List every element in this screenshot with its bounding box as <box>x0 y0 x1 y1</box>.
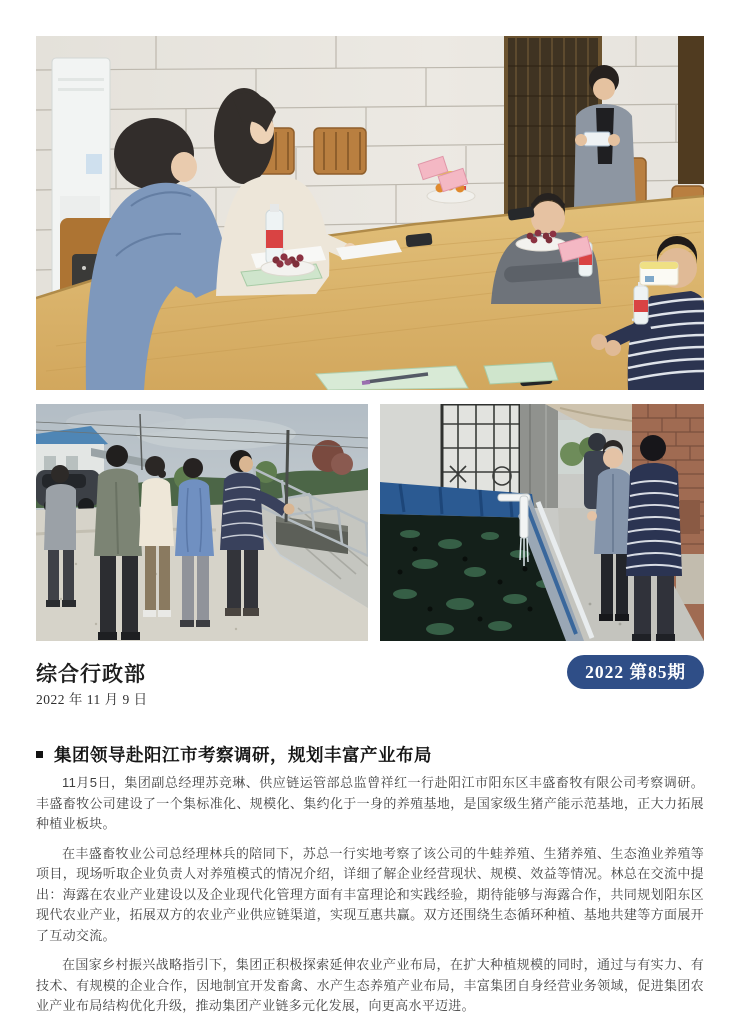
department-name: 综合行政部 <box>36 662 146 686</box>
outdoor-visit-photo <box>36 404 368 641</box>
paragraph-1: 11月5日，集团副总经理苏竞琳、供应链运管部总监曾祥红一行赴阳江市阳东区丰盛畜牧有限公司考察调研。丰盛畜牧公司建设了一个集标准化、规模化、集约化于一身的养殖基地，是国家级生猪产能示范基地，正大力拓展种植业板块。 <box>36 775 704 831</box>
issue-date: 2022 年 11 月 9 日 <box>36 692 148 707</box>
outdoor-visit-illustration <box>36 404 368 641</box>
lattice-window <box>442 404 520 498</box>
article-body <box>36 773 704 1026</box>
pond-inspection-illustration <box>380 404 704 641</box>
meeting-room-illustration <box>36 36 704 390</box>
paragraph-3: 在国家乡村振兴战略指引下，集团正积极探索延伸农业产业布局，在扩大种植规模的同时，通过与有实力、有技术、有规模的企业合作，因地制宜开发畜禽、水产生态养殖产业布局，丰富集团自身经营业务领域，促进集团农业产业布局结构优化升级，推动集团产业链多元化发展，向更高水平迈进。 <box>36 957 704 1013</box>
pond-inspection-photo <box>380 404 704 641</box>
tissue-box <box>640 262 678 285</box>
sideboard <box>678 36 704 184</box>
article-headline: 集团领导赴阳江市考察调研，规划丰富产业布局 <box>54 745 432 765</box>
paragraph-2: 在丰盛畜牧业公司总经理林兵的陪同下，苏总一行实地考察了该公司的牛蛙养殖、生猪养殖、生态渔业养殖等项目，现场听取企业负责人对养殖模式的情况介绍，详细了解企业经营现状、规模、效益等情况。林总在交流中提出：海露在农业产业建设以及企业现代化管理方面有丰富理论和实践经验，期待能够与海露合作，共同规划阳东区现代农业产业，拓展双方的农业产业供应链渠道，实现互惠共赢。双方还围绕生态循环种植、基地共建等方面展开了互动交流。 <box>36 845 704 943</box>
headline-bullet-icon <box>36 751 43 758</box>
issue-badge: 2022 第85期 <box>567 655 704 689</box>
meeting-room-photo <box>36 36 704 390</box>
article-headline-row <box>36 742 704 767</box>
